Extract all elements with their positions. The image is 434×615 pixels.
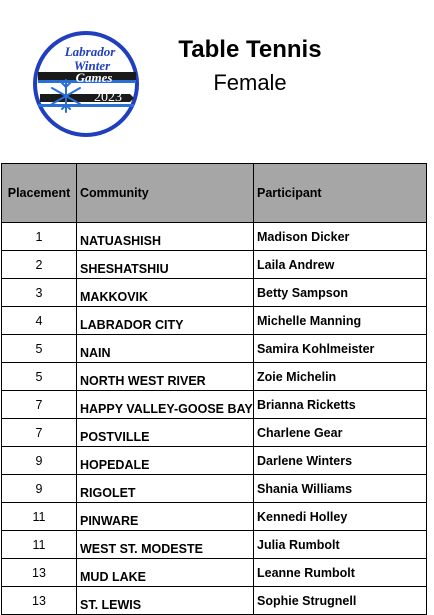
logo-line-3: Games (75, 70, 113, 85)
logo-line-2: Winter (73, 58, 111, 73)
column-header-placement: Placement (2, 164, 77, 223)
page-title: Table Tennis (178, 36, 322, 63)
participant-cell: Kennedi Holley (254, 503, 427, 531)
table-row (2, 447, 427, 475)
participant-cell: Charlene Gear (254, 419, 427, 447)
placement-cell: 5 (2, 335, 77, 363)
placement-cell: 13 (2, 587, 77, 615)
placement-cell: 11 (2, 503, 77, 531)
logo-emblem (30, 30, 142, 138)
table-row (2, 587, 427, 615)
table-row (2, 475, 427, 503)
results-table (1, 163, 427, 615)
table-row (2, 223, 427, 251)
community-cell: MAKKOVIK (77, 279, 254, 307)
participant-cell: Laila Andrew (254, 251, 427, 279)
results-table-body (2, 223, 427, 615)
logo-year: 2023 (94, 90, 122, 105)
logo-line-1: Labrador (64, 44, 116, 59)
page-subtitle: Female (213, 70, 287, 95)
table-row (2, 559, 427, 587)
table-row (2, 391, 427, 419)
participant-cell: Julia Rumbolt (254, 531, 427, 559)
community-cell: LABRADOR CITY (77, 307, 254, 335)
placement-cell: 9 (2, 447, 77, 475)
labrador-winter-games-logo (30, 30, 142, 138)
placement-cell: 13 (2, 559, 77, 587)
community-cell: HOPEDALE (77, 447, 254, 475)
participant-cell: Sophie Strugnell (254, 587, 427, 615)
placement-cell: 3 (2, 279, 77, 307)
participant-cell: Darlene Winters (254, 447, 427, 475)
table-row (2, 307, 427, 335)
community-cell: PINWARE (77, 503, 254, 531)
community-cell: RIGOLET (77, 475, 254, 503)
community-cell: NAIN (77, 335, 254, 363)
table-row (2, 531, 427, 559)
placement-cell: 7 (2, 391, 77, 419)
table-row (2, 503, 427, 531)
participant-cell: Zoie Michelin (254, 363, 427, 391)
participant-cell: Michelle Manning (254, 307, 427, 335)
placement-cell: 2 (2, 251, 77, 279)
participant-cell: Brianna Ricketts (254, 391, 427, 419)
participant-cell: Betty Sampson (254, 279, 427, 307)
placement-cell: 5 (2, 363, 77, 391)
community-cell: HAPPY VALLEY-GOOSE BAY (77, 391, 254, 419)
table-header-row (2, 164, 427, 223)
table-row (2, 363, 427, 391)
placement-cell: 7 (2, 419, 77, 447)
community-cell: NATUASHISH (77, 223, 254, 251)
table-row (2, 279, 427, 307)
table-row (2, 419, 427, 447)
column-header-community: Community (77, 164, 254, 223)
placement-cell: 1 (2, 223, 77, 251)
placement-cell: 4 (2, 307, 77, 335)
table-row (2, 251, 427, 279)
participant-cell: Leanne Rumbolt (254, 559, 427, 587)
community-cell: ST. LEWIS (77, 587, 254, 615)
participant-cell: Madison Dicker (254, 223, 427, 251)
placement-cell: 11 (2, 531, 77, 559)
community-cell: MUD LAKE (77, 559, 254, 587)
column-header-participant: Participant (254, 164, 427, 223)
community-cell: NORTH WEST RIVER (77, 363, 254, 391)
table-row (2, 335, 427, 363)
community-cell: WEST ST. MODESTE (77, 531, 254, 559)
community-cell: POSTVILLE (77, 419, 254, 447)
participant-cell: Samira Kohlmeister (254, 335, 427, 363)
placement-cell: 9 (2, 475, 77, 503)
community-cell: SHESHATSHIU (77, 251, 254, 279)
participant-cell: Shania Williams (254, 475, 427, 503)
